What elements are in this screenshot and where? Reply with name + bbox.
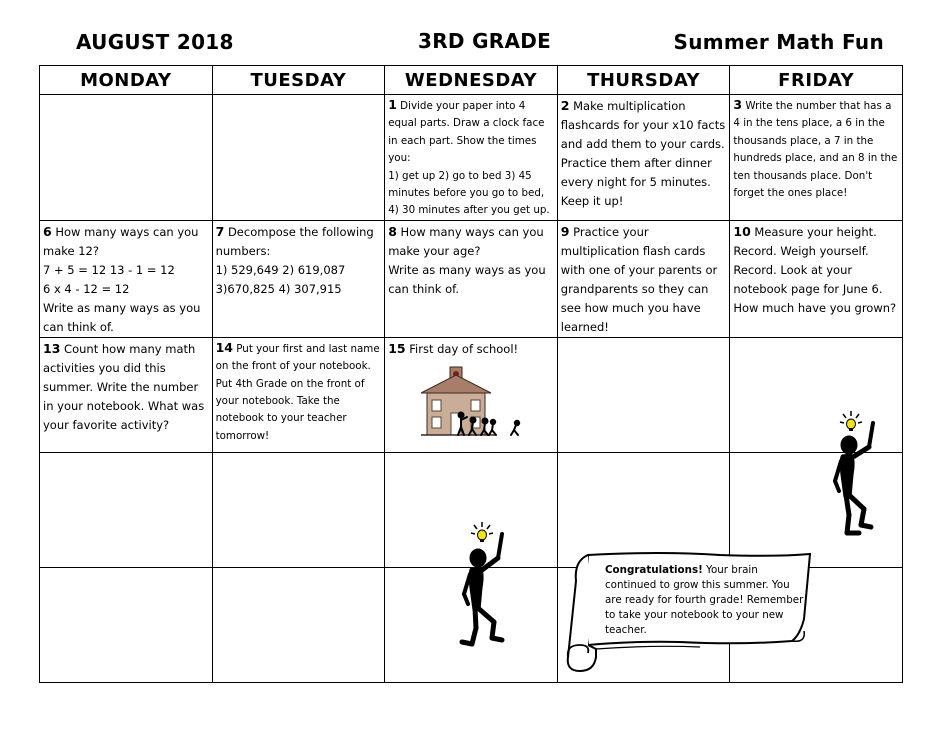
calendar-cell-day-7 (212, 220, 385, 337)
day-number: 9 (560, 223, 570, 239)
calendar-cell-day-3 (730, 95, 903, 221)
activity-text: Decompose the following numbers: 1) 529,649 2) 619,087 3)670,825 4) 307,915 (215, 224, 374, 296)
calendar-cell-empty (40, 452, 213, 567)
day-header-friday: FRIDAY (730, 66, 903, 95)
activity-text: Make multiplication flashcards for your x10 facts and add them to your cards. Practice them after dinner every night for 5 minutes. Keep it up! (560, 99, 726, 208)
day-number: 15 (388, 340, 406, 356)
thinking-figure-icon (456, 520, 516, 655)
calendar-cell-empty (212, 452, 385, 567)
activity-text: How many ways can you make 12? 7 + 5 = 12 13 - 1 = 12 6 x 4 - 12 = 12 Write as many ways as you can think of. (43, 224, 201, 334)
day-number: 6 (43, 223, 52, 239)
calendar-cell-day-1 (385, 95, 558, 221)
day-number: 3 (733, 97, 743, 112)
calendar-cell-day-9 (557, 220, 730, 337)
activity-text: Write the number that has a 4 in the tens place, a 6 in the thousands place, a 7 in the hundreds place, and an 8 in the ten thousands place. Don't forget the ones place! (733, 100, 898, 200)
calendar-cell-day-14 (212, 337, 385, 452)
calendar-cell-day-2 (557, 95, 730, 221)
day-number: 10 (733, 223, 751, 239)
calendar-cell-day-8 (385, 220, 558, 337)
activity-text: First day of school! (405, 341, 519, 356)
congrats-text: Your brain continued to grow this summer. You are ready for fourth grade! Remember to take your notebook to your new teacher. (605, 564, 804, 636)
schoolhouse-icon (419, 365, 531, 449)
grade-title: 3RD GRADE (418, 29, 552, 53)
activity-text: Count how many math activities you did this summer. Write the number in your notebook. What was your favorite activity? (43, 341, 205, 432)
day-number: 2 (560, 98, 570, 113)
day-header-monday: MONDAY (40, 66, 213, 95)
activity-text: How many ways can you make your age? Write as many ways as you can think of. (388, 224, 546, 296)
day-header-thursday: THURSDAY (557, 66, 730, 95)
activity-text: Practice your multiplication flash cards with one of your parents or grandparents so they can see how much you have learned! (560, 224, 718, 334)
activity-text: Measure your height. Record. Weigh yourself. Record. Look at your notebook page for June 6. How much have you grown? (733, 224, 897, 315)
activity-text: Put your first and last name on the front of your notebook. Put 4th Grade on the front of your notebook. Take the notebook to your teacher tomorrow! (215, 342, 380, 442)
day-number: 14 (215, 339, 233, 355)
thinking-figure-icon (829, 405, 889, 540)
day-number: 13 (43, 340, 61, 356)
activity-text: Divide your paper into 4 equal parts. Draw a clock face in each part. Show the times you: 1) get up 2) go to bed 3) 45 minutes before you go to bed, 4) 30 minutes after you get up. (388, 100, 550, 217)
calendar-cell-day-6 (40, 220, 213, 337)
calendar-cell-empty (40, 567, 213, 682)
calendar-cell-day-13 (40, 337, 213, 452)
day-number: 1 (388, 97, 397, 112)
calendar-cell-empty (40, 95, 213, 221)
month-title: AUGUST 2018 (76, 30, 234, 54)
calendar-cell-day-10 (730, 220, 903, 337)
calendar-cell-empty (212, 567, 385, 682)
congrats-heading: Congratulations! (605, 564, 703, 576)
day-number: 7 (215, 223, 225, 239)
day-number: 8 (388, 223, 397, 239)
calendar-cell-empty (212, 95, 385, 221)
day-header-wednesday: WEDNESDAY (385, 66, 558, 95)
day-header-tuesday: TUESDAY (212, 66, 385, 95)
calendar-cell-empty (557, 337, 730, 452)
subtitle: Summer Math Fun (673, 30, 884, 54)
calendar-cell-day-15 (385, 337, 558, 452)
congratulations-note (605, 563, 805, 638)
